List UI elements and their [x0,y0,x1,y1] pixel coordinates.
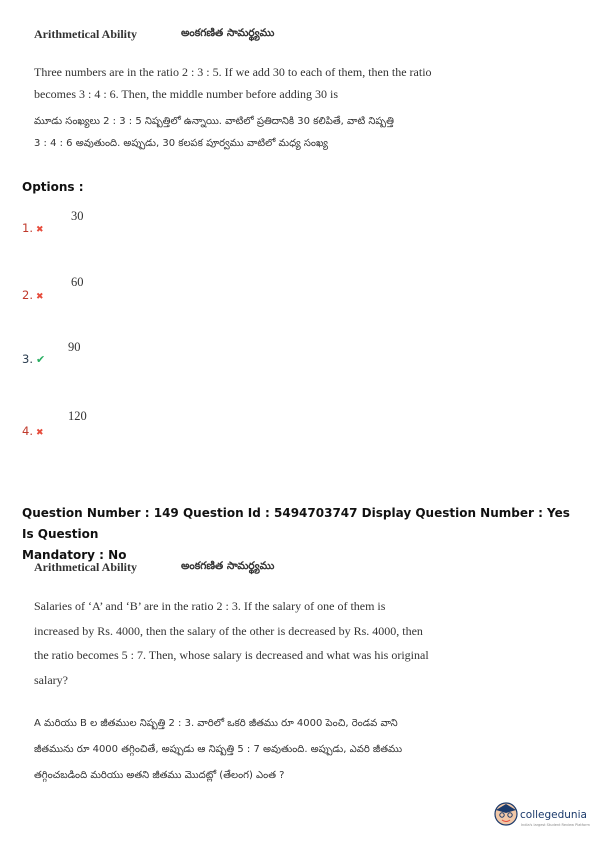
question-header [22,503,582,566]
question-1-te-line: 3 : 4 : 6 అవుతుంది. అప్పుడు, 30 కలపక పూర్వము వాటిలో మధ్య సంఖ్య [34,138,328,149]
question-1-line: becomes 3 : 4 : 6. Then, the middle number before adding 30 is [34,87,339,101]
option-2-value: 60 [71,275,84,289]
option-1[interactable] [22,221,44,235]
option-4-number: 4. [22,424,33,438]
question-2-line: Salaries of ‘A’ and ‘B’ are in the ratio 2 : 3. If the salary of one of them is [34,599,386,613]
option-1-value: 30 [71,209,84,223]
logo-name: collegedunia [520,809,587,821]
options-title: Options : [22,180,84,194]
collegedunia-logo [493,801,590,835]
question-1-telugu [34,111,394,155]
option-4-value: 120 [68,409,87,423]
subject-english: Arithmetical Ability [34,27,137,41]
question-2-te-line: జీతమును రూ 4000 తగ్గించితే, అప్పుడు ఆ నిష్పత్తి 5 : 7 అవుతుంది. అప్పుడు, ఎవరి జీతము [34,744,403,755]
option-2[interactable] [22,288,44,302]
question-2-english [34,594,429,692]
option-1-number: 1. [22,221,33,235]
question-2-te-line: A మరియు B ల జీతముల నిష్పత్తి 2 : 3. వారిలో ఒకరి జీతము రూ 4000 పెంచి, రెండవ వాని [34,718,398,729]
question-1-english [34,61,432,105]
question-2-telugu [34,711,402,789]
wrong-mark-icon: ✖ [35,225,44,235]
question-header-line: Question Number : 149 Question Id : 5494703747 Display Question Number : Yes Is Question [22,506,570,541]
question-2-line: the ratio becomes 5 : 7. Then, whose salary is decreased and what was his original [34,648,429,662]
question-2-line: salary? [34,672,68,687]
question-header-line: Mandatory : No [22,548,127,562]
logo-tagline: India's largest Student Review Platform [521,823,590,827]
wrong-mark-icon: ✖ [35,428,44,438]
option-3-number: 3. [22,352,33,366]
option-3-value: 90 [68,340,81,354]
question-1-te-line: మూడు సంఖ్యలు 2 : 3 : 5 నిష్పత్తిలో ఉన్నాయి. వాటిలో ప్రతిదానికి 30 కలిపితే, వాటి నిష్పత్తి [34,116,394,127]
question-2-te-line: తగ్గించబడింది మరియు అతని జీతము మొదట్లో (తేలంగ) ఎంత ? [34,770,285,781]
mascot-icon [493,801,519,829]
question-1-line: Three numbers are in the ratio 2 : 3 : 5. If we add 30 to each of them, then the ratio [34,65,432,79]
subject-telugu: అంకగణిత సామర్థ్యము [181,560,275,572]
subject-english: Arithmetical Ability [34,560,137,574]
option-3[interactable] [22,352,45,366]
option-2-number: 2. [22,288,33,302]
subject-telugu: అంకగణిత సామర్థ్యము [181,27,275,39]
wrong-mark-icon: ✖ [35,292,44,302]
correct-check-icon: ✔ [35,353,46,366]
option-4[interactable] [22,424,44,438]
question-2-line: increased by Rs. 4000, then the salary of the other is decreased by Rs. 4000, then [34,623,423,638]
